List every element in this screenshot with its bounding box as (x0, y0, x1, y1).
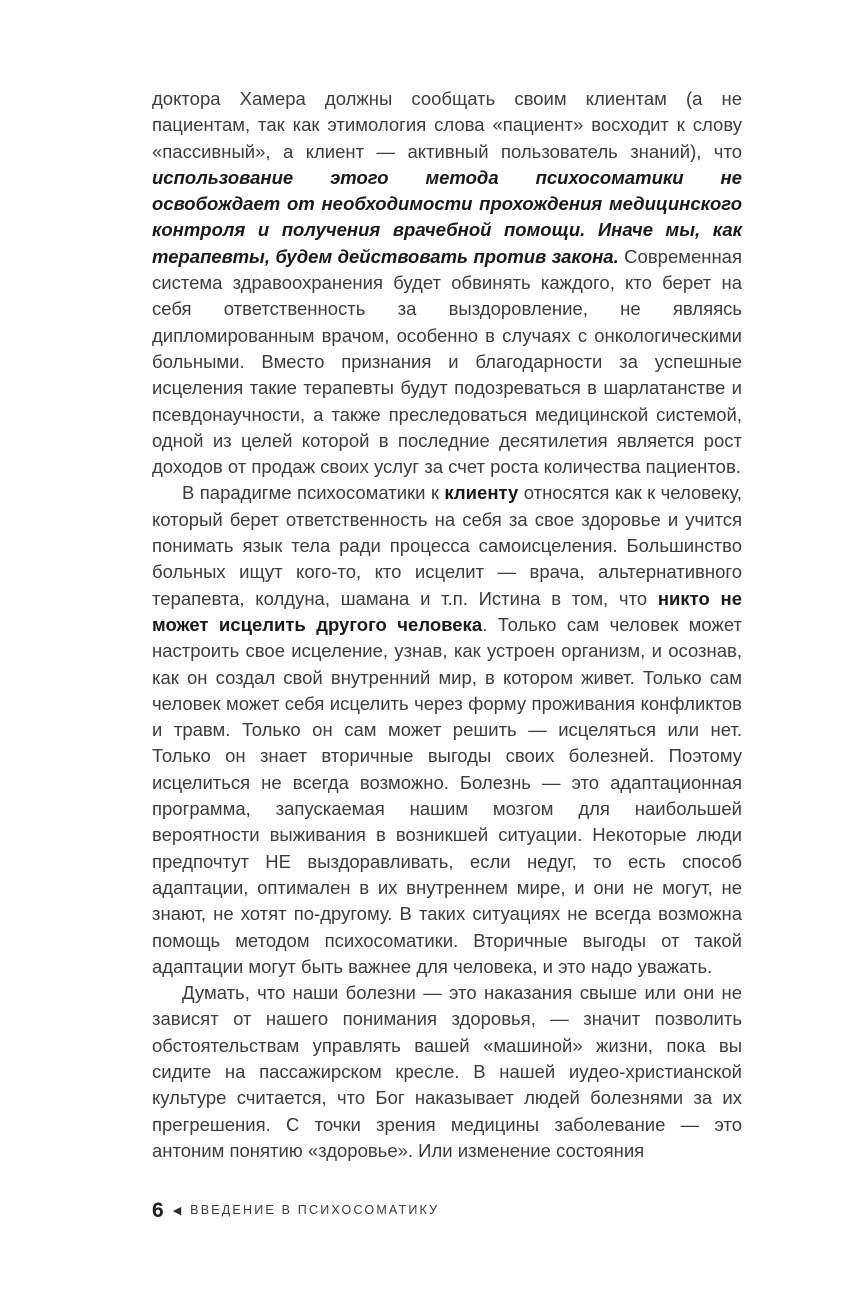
paragraph-continuation (152, 86, 742, 480)
text-run: . Только сам человек может настроить свое исцеление, узнав, как устроен организм, и осознав, как он создал свой внутренний мир, в котором живет. Только сам человек может себя исцелить через форму проживания конфликтов и травм. Только он сам может решить — исцеляться или нет. Только он знает вторичные выгоды своих болезней. Поэтому исцелиться не всегда возможно. Болезнь — это адаптационная программа, запускаемая нашим мозгом для наибольшей вероятности выживания в возникшей ситуации. Некоторые люди предпочтут НЕ выздоравливать, если недуг, то есть способ адаптации, оптимален в их внутреннем мире, и они не могут, не знают, не хотят по-другому. В таких ситуациях не всегда возможна помощь методом психосоматики. Вторичные выгоды от такой адаптации могут быть важнее для человека, и это надо уважать. (152, 613, 742, 977)
text-run: использование этого метода психосоматики не освобождает от необходимости прохождения медицинского контроля и получения врачебной помощи. Иначе мы, как терапевты, будем действовать против закона. (152, 166, 742, 267)
paragraph-illness-beliefs (152, 980, 742, 1164)
text-run: клиенту (444, 482, 519, 504)
paragraph-client-paradigm (152, 480, 742, 980)
left-triangle-icon: ◀ (172, 1205, 182, 1217)
text-run: В парадигме психосоматики к (182, 482, 445, 504)
text-run: относятся как к человеку, который берет ответственность на себя за свое здоровье и учится понимать язык тела ради процесса самоисцеления. Большинство больных ищут кого-то, кто исцелит — врача, альтернативного терапевта, колдуна, шамана и т.п. Истина в том, что (152, 482, 742, 609)
body-text (152, 86, 742, 1164)
text-run: доктора Хамера должны сообщать своим клиентам (а не пациентам, так как этимология слова «пациент» восходит к слову «пассивный», а клиент — активный пользователь знаний), что (152, 88, 742, 162)
page-footer (152, 1200, 439, 1221)
text-run: Современная система здравоохранения будет обвинять каждого, кто берет на себя ответственность за выздоровление, не являясь дипломированным врачом, особенно в случаях с онкологическими больными. Вместо признания и благодарности за успешные исцеления такие терапевты будут подозреваться в шарлатанстве и псевдонаучности, а также преследоваться медицинской системой, одной из целей которой в последние десятилетия является рост доходов от продаж своих услуг за счет роста количества пациентов. (152, 245, 742, 478)
running-title: ВВЕДЕНИЕ В ПСИХОСОМАТИКУ (190, 1203, 440, 1218)
text-run: никто не может исцелить другого человека (152, 587, 742, 635)
page-number: 6 (152, 1199, 164, 1222)
text-run: Думать, что наши болезни — это наказания свыше или они не зависят от нашего понимания здоровья, — значит позволить обстоятельствам управлять вашей «машиной» жизни, пока вы сидите на пассажирском кресле. В нашей иудео-христианской культуре считается, что Бог наказывает людей болезнями за их прегрешения. С точки зрения медицины заболевание — это антоним понятию «здоровье». Или изменение состояния (152, 982, 742, 1161)
